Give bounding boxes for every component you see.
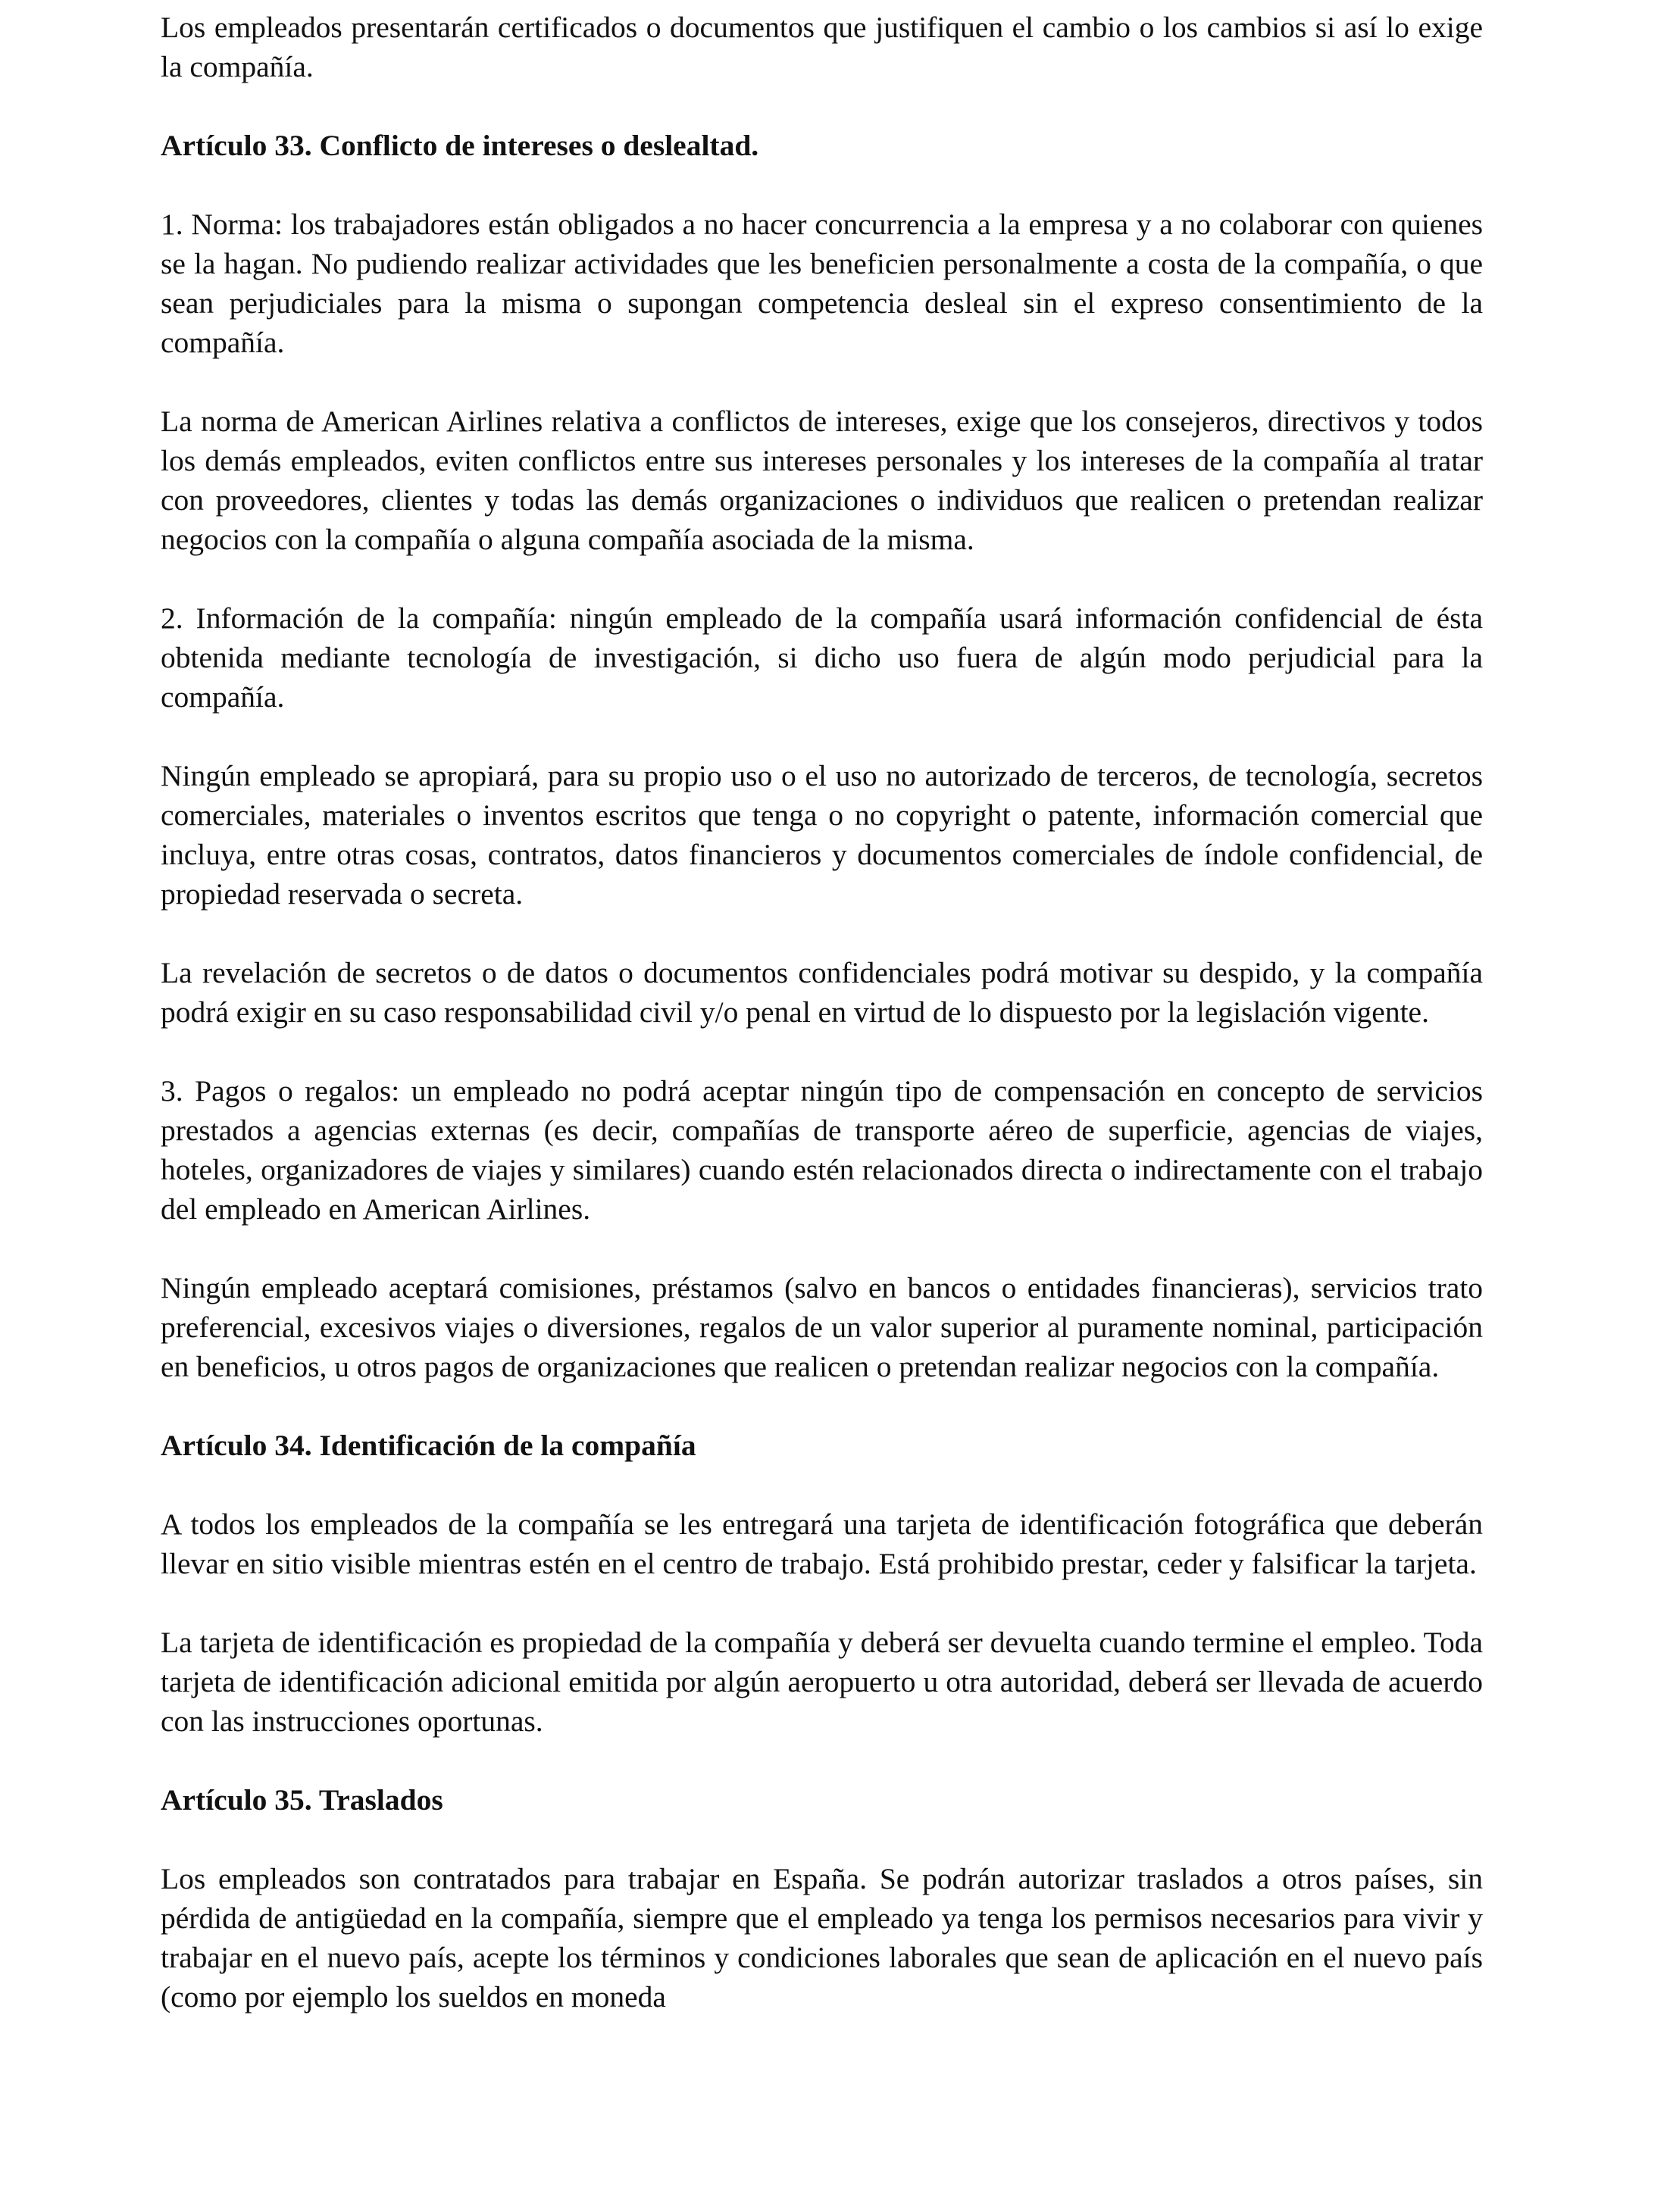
paragraph-gap bbox=[161, 559, 1483, 598]
paragraph-gap bbox=[161, 86, 1483, 126]
paragraph-gap bbox=[161, 1229, 1483, 1268]
paragraph-informacion-compania: 2. Información de la compañía: ningún empleado de la compañía usará información confidencial de ésta obtenida mediante tecnología de investigación, si dicho uso fuera de algún modo perjudicial para la compañía. bbox=[161, 601, 1483, 714]
paragraph-traslados: Los empleados son contratados para trabajar en España. Se podrán autorizar traslados a otros países, sin pérdida de antigüedad en la compañía, siempre que el empleado ya tenga los permisos necesarios para vivir y trabajar en el nuevo país, acepte los términos y condiciones laborales que sean de aplicación en el nuevo país (como por ejemplo los sueldos en moneda bbox=[161, 1862, 1483, 2014]
paragraph-gap bbox=[161, 1741, 1483, 1780]
paragraph-pagos-regalos: 3. Pagos o regalos: un empleado no podrá aceptar ningún tipo de compensación en concepto de servicios prestados a agencias externas (es decir, compañías de transporte aéreo de superficie, agencias de viajes, hoteles, organizadores de viajes y similares) cuando estén relacionados directa o indirectamente con el trabajo del empleado en American Airlines. bbox=[161, 1074, 1483, 1226]
document-page bbox=[161, 0, 1483, 2017]
paragraph-revelacion-secretos: La revelación de secretos o de datos o documentos confidenciales podrá motivar su despido, y la compañía podrá exigir en su caso responsabilidad civil y/o penal en virtud de lo dispuesto por la legislación vigente. bbox=[161, 956, 1483, 1029]
top-margin bbox=[161, 0, 1483, 8]
paragraph-certificados: Los empleados presentarán certificados o documentos que justifiquen el cambio o los cambios si así lo exige la compañía. bbox=[161, 11, 1483, 83]
paragraph-apropiacion: Ningún empleado se apropiará, para su propio uso o el uso no autorizado de terceros, de tecnología, secretos comerciales, materiales o inventos escritos que tenga o no copyright o patente, información comercial que incluya, entre otras cosas, contratos, datos financieros y documentos comerciales de índole confidencial, de propiedad reservada o secreta. bbox=[161, 759, 1483, 911]
paragraph-tarjeta-entrega: A todos los empleados de la compañía se les entregará una tarjeta de identificación fotográfica que deberán llevar en sitio visible mientras estén en el centro de trabajo. Está prohibido prestar, ceder y falsificar la tarjeta. bbox=[161, 1507, 1483, 1580]
paragraph-gap bbox=[161, 717, 1483, 756]
paragraph-gap bbox=[161, 1386, 1483, 1426]
paragraph-comisiones: Ningún empleado aceptará comisiones, préstamos (salvo en bancos o entidades financieras), servicios trato preferencial, excesivos viajes o diversiones, regalos de un valor superior al puramente nominal, participación en beneficios, u otros pagos de organizaciones que realicen o pretendan realizar negocios con la compañía. bbox=[161, 1271, 1483, 1383]
heading-articulo-34: Artículo 34. Identificación de la compañía bbox=[161, 1429, 696, 1462]
heading-articulo-33: Artículo 33. Conflicto de intereses o deslealtad. bbox=[161, 129, 759, 162]
paragraph-american-airlines-norma: La norma de American Airlines relativa a conflictos de intereses, exige que los consejeros, directivos y todos los demás empleados, eviten conflictos entre sus intereses personales y los intereses de la compañía al tratar con proveedores, clientes y todas las demás organizaciones o individuos que realicen o pretendan realizar negocios con la compañía o alguna compañía asociada de la misma. bbox=[161, 405, 1483, 556]
paragraph-gap bbox=[161, 165, 1483, 205]
paragraph-tarjeta-propiedad: La tarjeta de identificación es propiedad de la compañía y deberá ser devuelta cuando termine el empleo. Toda tarjeta de identificación adicional emitida por algún aeropuerto u otra autoridad, deberá ser llevada de acuerdo con las instrucciones oportunas. bbox=[161, 1626, 1483, 1738]
paragraph-gap bbox=[161, 1465, 1483, 1504]
paragraph-norma: 1. Norma: los trabajadores están obligados a no hacer concurrencia a la empresa y a no colaborar con quienes se la hagan. No pudiendo realizar actividades que les beneficien personalmente a costa de la compañía, o que sean perjudiciales para la misma o supongan competencia desleal sin el expreso consentimiento de la compañía. bbox=[161, 208, 1483, 359]
paragraph-gap bbox=[161, 1820, 1483, 1859]
paragraph-gap bbox=[161, 362, 1483, 401]
heading-articulo-35: Artículo 35. Traslados bbox=[161, 1783, 443, 1817]
paragraph-gap bbox=[161, 914, 1483, 953]
paragraph-gap bbox=[161, 1032, 1483, 1071]
paragraph-gap bbox=[161, 1583, 1483, 1623]
